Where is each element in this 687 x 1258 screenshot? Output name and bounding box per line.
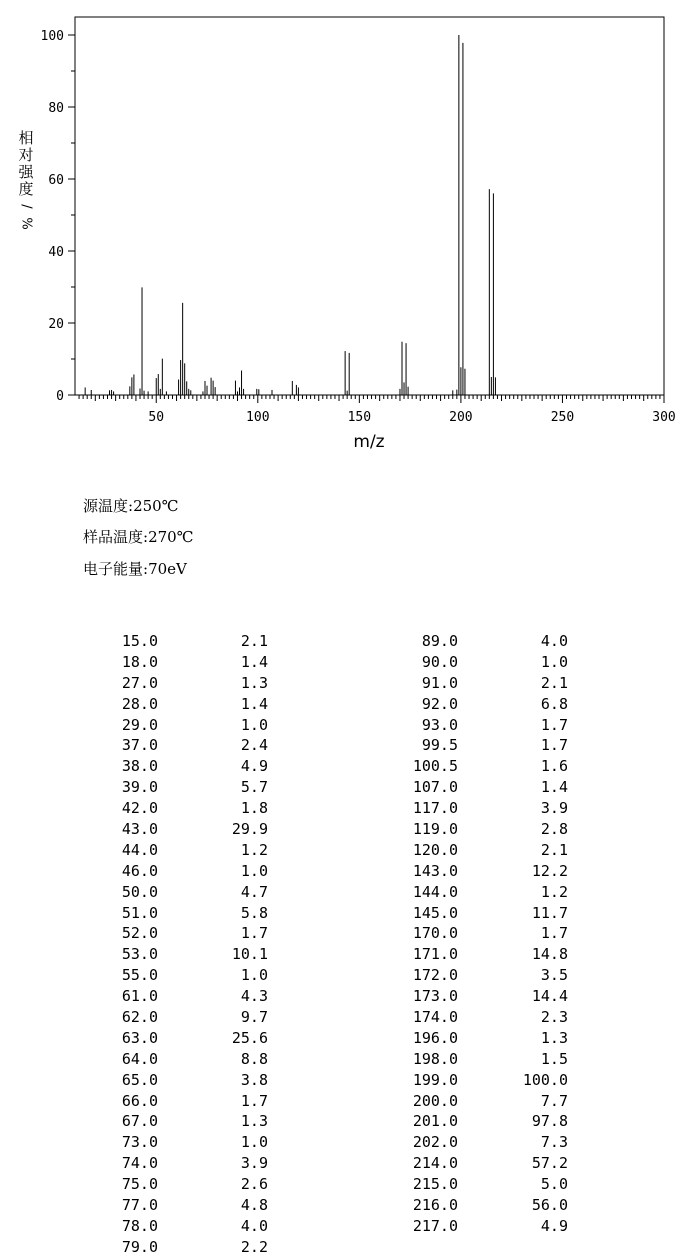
peak-row [400, 1049, 580, 1070]
peak-mz: 66.0 [121, 1091, 158, 1110]
peak-intensity: 1.0 [240, 966, 268, 985]
peak-intensity: 97.8 [531, 1112, 568, 1131]
peak-mz: 73.0 [121, 1133, 158, 1152]
peak-row [400, 861, 580, 882]
peak-intensity: 14.8 [531, 945, 568, 964]
peak-intensity: 1.7 [540, 924, 568, 943]
peak-mz: 43.0 [121, 820, 158, 839]
peak-intensity: 2.1 [540, 673, 568, 692]
peak-mz: 18.0 [121, 652, 158, 671]
peak-mz: 67.0 [121, 1112, 158, 1131]
peak-intensity: 2.6 [240, 1175, 268, 1194]
peak-mz: 50.0 [121, 882, 158, 901]
peak-intensity: 1.4 [240, 694, 268, 713]
y-axis-label-char: 度 [18, 180, 34, 198]
peak-row [100, 882, 280, 903]
peak-mz: 170.0 [412, 924, 458, 943]
peak-row [100, 1111, 280, 1132]
peak-intensity: 8.8 [240, 1049, 268, 1068]
peak-intensity: 4.3 [240, 987, 268, 1006]
peak-row [400, 903, 580, 924]
peak-mz: 44.0 [121, 840, 158, 859]
peak-intensity: 5.0 [540, 1175, 568, 1194]
peak-mz: 53.0 [121, 945, 158, 964]
peak-mz: 143.0 [412, 861, 458, 880]
peak-row [100, 986, 280, 1007]
peak-row [400, 798, 580, 819]
peak-row [100, 1049, 280, 1070]
peak-row [100, 715, 280, 736]
peak-intensity: 4.9 [540, 1216, 568, 1235]
peak-row [400, 735, 580, 756]
y-axis-label-char: 对 [18, 146, 34, 164]
peak-intensity: 4.0 [540, 632, 568, 650]
x-tick-label: 250 [550, 410, 575, 425]
peak-mz: 65.0 [121, 1070, 158, 1089]
peak-row [100, 798, 280, 819]
y-tick-label: 40 [48, 245, 64, 260]
peak-intensity: 14.4 [531, 987, 568, 1006]
peak-row [400, 1216, 580, 1237]
peak-row [100, 1007, 280, 1028]
peak-intensity: 4.7 [240, 882, 268, 901]
peak-mz: 200.0 [412, 1091, 458, 1110]
peak-mz: 172.0 [412, 966, 458, 985]
peak-mz: 78.0 [121, 1216, 158, 1235]
peak-row [400, 882, 580, 903]
peak-intensity: 2.8 [540, 820, 568, 839]
peak-row [400, 756, 580, 777]
peak-mz: 119.0 [412, 820, 458, 839]
y-axis-label-char: / [18, 204, 34, 209]
peak-intensity: 11.7 [531, 903, 568, 922]
peak-mz: 27.0 [121, 673, 158, 692]
y-tick-label: 100 [40, 29, 64, 44]
peak-row [100, 631, 280, 652]
peak-mz: 93.0 [421, 715, 458, 734]
peak-row [400, 1153, 580, 1174]
peak-mz: 63.0 [121, 1028, 158, 1047]
peak-mz: 145.0 [412, 903, 458, 922]
peak-mz: 107.0 [412, 778, 458, 797]
peak-row [400, 986, 580, 1007]
peak-row [400, 631, 580, 652]
peak-mz: 120.0 [412, 840, 458, 859]
peak-intensity: 10.1 [231, 945, 268, 964]
peak-intensity: 57.2 [531, 1154, 568, 1173]
peak-intensity: 29.9 [231, 820, 268, 839]
peak-mz: 100.5 [412, 757, 458, 776]
peak-intensity: 2.2 [240, 1237, 268, 1256]
peak-row [100, 944, 280, 965]
peak-row [100, 965, 280, 986]
peak-row [400, 1070, 580, 1091]
peak-row [100, 673, 280, 694]
peak-mz: 62.0 [121, 1008, 158, 1027]
peak-intensity: 4.9 [240, 757, 268, 776]
peak-intensity: 1.7 [240, 1091, 268, 1110]
peak-row [400, 1028, 580, 1049]
peak-mz: 61.0 [121, 987, 158, 1006]
peak-mz: 64.0 [121, 1049, 158, 1068]
peak-intensity: 1.5 [540, 1049, 568, 1068]
x-tick-label: 200 [449, 410, 473, 425]
peak-table-left [100, 631, 280, 1258]
peak-row [100, 903, 280, 924]
peak-row [100, 1237, 280, 1258]
peak-mz: 171.0 [412, 945, 458, 964]
peak-mz: 79.0 [121, 1237, 158, 1256]
peak-mz: 91.0 [421, 673, 458, 692]
peak-row [100, 694, 280, 715]
x-axis-label: m/z [353, 432, 385, 452]
peak-row [400, 965, 580, 986]
source-temperature: 源温度:250℃ [83, 497, 179, 515]
peak-intensity: 1.7 [240, 924, 268, 943]
peak-intensity: 1.2 [240, 840, 268, 859]
peak-row [400, 1111, 580, 1132]
peak-row [100, 1028, 280, 1049]
peak-intensity: 1.2 [540, 882, 568, 901]
peak-intensity: 7.3 [540, 1133, 568, 1152]
peak-mz: 89.0 [421, 632, 458, 650]
peak-mz: 15.0 [121, 632, 158, 650]
peak-mz: 51.0 [121, 903, 158, 922]
plot-frame [75, 17, 664, 395]
peak-mz: 215.0 [412, 1175, 458, 1194]
peak-intensity: 1.0 [240, 715, 268, 734]
y-axis-label-char: % [18, 217, 34, 230]
peak-row [100, 861, 280, 882]
peak-intensity: 25.6 [231, 1028, 268, 1047]
electron-energy: 电子能量:70eV [83, 560, 187, 578]
peak-mz: 214.0 [412, 1154, 458, 1173]
peak-row [400, 819, 580, 840]
peak-intensity: 4.0 [240, 1216, 268, 1235]
peak-intensity: 9.7 [240, 1008, 268, 1027]
peak-row [400, 1174, 580, 1195]
peak-mz: 29.0 [121, 715, 158, 734]
peak-mz: 38.0 [121, 757, 158, 776]
peak-intensity: 6.8 [540, 694, 568, 713]
peak-intensity: 56.0 [531, 1196, 568, 1215]
mass-spectrum-chart [0, 0, 687, 460]
peak-intensity: 4.8 [240, 1196, 268, 1215]
peak-intensity: 3.8 [240, 1070, 268, 1089]
peak-row [400, 840, 580, 861]
peak-row [100, 777, 280, 798]
peak-mz: 52.0 [121, 924, 158, 943]
peak-row [100, 840, 280, 861]
peak-mz: 99.5 [421, 736, 458, 755]
peak-intensity: 2.1 [540, 840, 568, 859]
sample-temperature: 样品温度:270℃ [83, 528, 194, 546]
x-tick-label: 150 [347, 410, 372, 425]
peak-mz: 202.0 [412, 1133, 458, 1152]
peak-row [400, 715, 580, 736]
peak-row [100, 1132, 280, 1153]
peak-row [400, 1007, 580, 1028]
x-tick-label: 300 [652, 410, 676, 425]
peak-mz: 77.0 [121, 1196, 158, 1215]
peak-intensity: 1.0 [540, 652, 568, 671]
x-tick-label: 50 [148, 410, 165, 425]
peak-mz: 37.0 [121, 736, 158, 755]
peak-row [400, 694, 580, 715]
peak-mz: 217.0 [412, 1216, 458, 1235]
peak-mz: 196.0 [412, 1028, 458, 1047]
peak-intensity: 3.5 [540, 966, 568, 985]
peak-intensity: 2.1 [240, 632, 268, 650]
peak-intensity: 3.9 [240, 1154, 268, 1173]
peak-mz: 55.0 [121, 966, 158, 985]
peak-mz: 198.0 [412, 1049, 458, 1068]
peak-mz: 216.0 [412, 1196, 458, 1215]
peak-intensity: 100.0 [522, 1070, 568, 1089]
peak-row [400, 923, 580, 944]
peak-mz: 75.0 [121, 1175, 158, 1194]
peak-mz: 92.0 [421, 694, 458, 713]
peak-row [400, 777, 580, 798]
peak-intensity: 1.3 [240, 1112, 268, 1131]
peak-intensity: 1.0 [240, 1133, 268, 1152]
peak-intensity: 2.3 [540, 1008, 568, 1027]
peak-intensity: 1.6 [540, 757, 568, 776]
peak-intensity: 1.3 [240, 673, 268, 692]
y-axis-ticks [41, 29, 75, 404]
y-axis-label [16, 130, 36, 232]
peak-row [100, 1091, 280, 1112]
peak-row [100, 735, 280, 756]
peak-intensity: 1.7 [540, 715, 568, 734]
peak-row [400, 1132, 580, 1153]
peak-intensity: 2.4 [240, 736, 268, 755]
peak-mz: 199.0 [412, 1070, 458, 1089]
peak-mz: 90.0 [421, 652, 458, 671]
peak-mz: 117.0 [412, 799, 458, 818]
y-axis-label-char: 相 [18, 129, 34, 147]
y-tick-label: 0 [56, 389, 64, 404]
y-tick-label: 80 [48, 101, 64, 116]
peak-intensity: 1.4 [240, 652, 268, 671]
peak-mz: 74.0 [121, 1154, 158, 1173]
peak-mz: 28.0 [121, 694, 158, 713]
peak-intensity: 7.7 [540, 1091, 568, 1110]
peak-intensity: 5.8 [240, 903, 268, 922]
y-axis-label-char: 强 [18, 163, 34, 181]
spectrum-peaks [85, 35, 495, 395]
peak-row [400, 1091, 580, 1112]
peak-row [100, 652, 280, 673]
peak-table-right [400, 631, 580, 1237]
peak-row [400, 673, 580, 694]
peak-row [400, 652, 580, 673]
peak-mz: 39.0 [121, 778, 158, 797]
peak-row [100, 819, 280, 840]
peak-intensity: 1.7 [540, 736, 568, 755]
peak-mz: 201.0 [412, 1112, 458, 1131]
peak-mz: 46.0 [121, 861, 158, 880]
peak-intensity: 1.3 [540, 1028, 568, 1047]
peak-intensity: 1.8 [240, 799, 268, 818]
x-tick-label: 100 [246, 410, 270, 425]
peak-row [100, 756, 280, 777]
peak-intensity: 5.7 [240, 778, 268, 797]
peak-row [100, 1070, 280, 1091]
peak-row [400, 1195, 580, 1216]
peak-row [400, 944, 580, 965]
peak-row [100, 1174, 280, 1195]
y-tick-label: 60 [48, 173, 64, 188]
peak-mz: 174.0 [412, 1008, 458, 1027]
peak-intensity: 1.0 [240, 861, 268, 880]
peak-mz: 144.0 [412, 882, 458, 901]
peak-row [100, 1195, 280, 1216]
y-tick-label: 20 [48, 317, 64, 332]
peak-row [100, 1153, 280, 1174]
peak-intensity: 12.2 [531, 861, 568, 880]
peak-row [100, 923, 280, 944]
peak-row [100, 1216, 280, 1237]
x-axis-ticks [79, 395, 676, 425]
peak-intensity: 3.9 [540, 799, 568, 818]
peak-mz: 173.0 [412, 987, 458, 1006]
peak-intensity: 1.4 [540, 778, 568, 797]
peak-mz: 42.0 [121, 799, 158, 818]
